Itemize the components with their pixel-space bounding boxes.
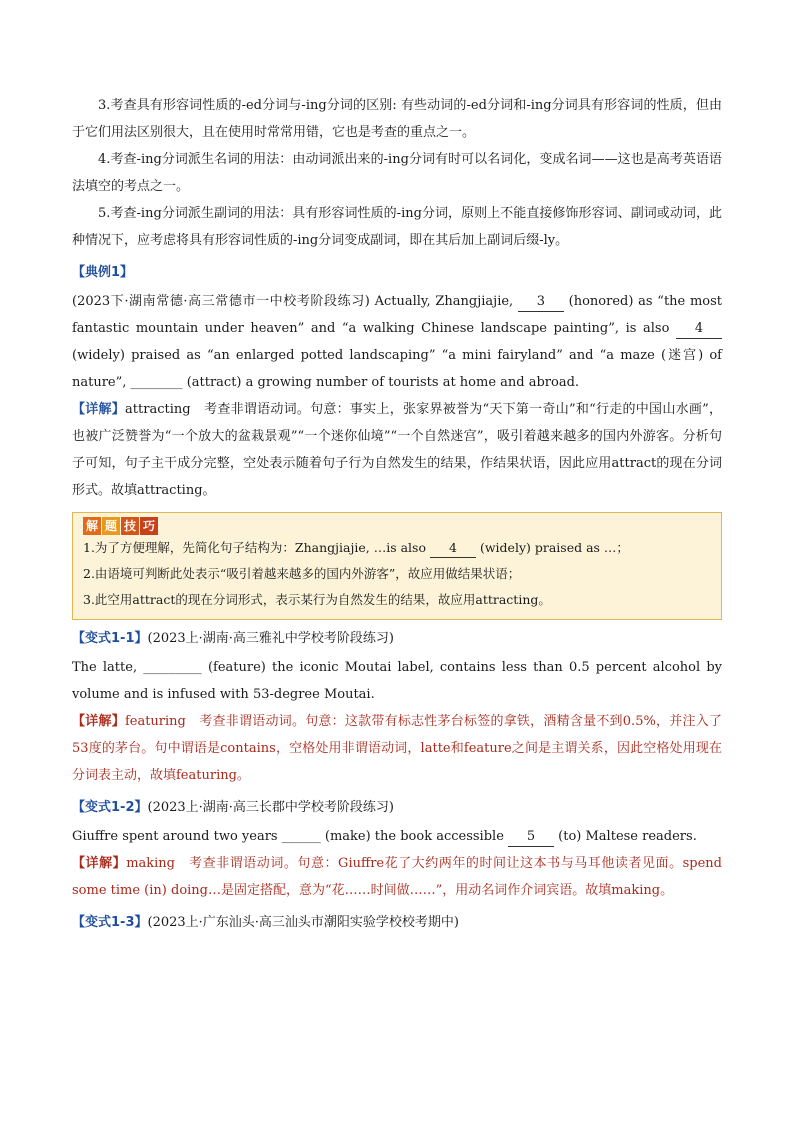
detail-label: 【详解】 bbox=[72, 402, 126, 417]
tip-2: 2.由语境可判断此处表示“吸引着越来越多的国内外游客”，故应用做结果状语； bbox=[83, 566, 521, 581]
variant-1-2-question: Giuffre spent around two years ______ (make) the book accessible 5 (to) Maltese readers. bbox=[72, 823, 722, 850]
blank-5: 5 bbox=[508, 828, 554, 847]
variant-1-2-detail: 【详解】making 考查非谓语动词。句意：Giuffre花了大约两年的时间让这本书与马耳他读者见面。spend some time (in) doing…是固定搭配，意为“花……时间做……”，用动名词作介词宾语。故填making。 bbox=[72, 856, 722, 898]
intro-point-5: 5.考查-ing分词派生副词的用法：具有形容词性质的-ing分词，原则上不能直接修饰形容词、副词或动词，此种情况下，应考虑将具有形容词性质的-ing分词变成副词，即在其后加上副词后缀-ly。 bbox=[72, 206, 722, 248]
variant-1-3-tag: 【变式1-3】(2023上·广东汕头·高三汕头市潮阳实验学校校考期中) bbox=[72, 915, 459, 930]
tip-blank-4: 4 bbox=[430, 539, 476, 558]
variant-1-2-tag: 【变式1-2】(2023上·湖南·高三长郡中学校考阶段练习) bbox=[72, 800, 394, 815]
example-1-detail: 【详解】attracting 考查非谓语动词。句意：事实上，张家界被誉为“天下第一奇山”和“行走的中国山水画”，也被广泛赞誉为“一个放大的盆栽景观”“一个迷你仙境”“一个自然迷宫”，吸引着越来越多的国内外游客。分析句子可知，句子主干成分完整，空处表示随着句子行为自然发生的结果，作结果状语，因此应用attract的现在分词形式。故填attracting。 bbox=[72, 402, 722, 498]
document-page bbox=[72, 92, 722, 938]
example-1-tag: 【典例1】 bbox=[72, 265, 134, 280]
variant-1-1-tag: 【变式1-1】(2023上·湖南·高三雅礼中学校考阶段练习) bbox=[72, 631, 394, 646]
intro-point-4: 4.考查-ing分词派生名词的用法：由动词派出来的-ing分词有时可以名词化，变成名词——这也是高考英语语法填空的考点之一。 bbox=[72, 152, 722, 194]
solving-tips-box bbox=[72, 512, 722, 620]
intro-point-3: 3.考查具有形容词性质的-ed分词与-ing分词的区别: 有些动词的-ed分词和-ing分词具有形容词的性质，但由于它们用法区别很大，且在使用时常常用错，它也是考查的重点之一。 bbox=[72, 98, 722, 140]
example-1-question: (2023下·湖南常德·高三常德市一中校考阶段练习) Actually, Zhangjiajie, 3 (honored) as “the most fantastic mountain under heaven” and “a walking Chinese landscape painting”, is also 4 (widely) praised as “an enlarged potted landscaping” “a mini fairyland” and “a maze (迷宫) of nature”, ________ (attract) a growing number of tourists at home and abroad. bbox=[72, 294, 722, 390]
variant-1-1-detail: 【详解】featuring 考查非谓语动词。句意：这款带有标志性茅台标签的拿铁，酒精含量不到0.5%，并注入了53度的茅台。句中谓语是contains，空格处用非谓语动词，latte和feature之间是主谓关系，因此空格处用现在分词表主动，故填featuring。 bbox=[72, 714, 722, 783]
tip-3: 3.此空用attract的现在分词形式，表示某行为自然发生的结果，故应用attracting。 bbox=[83, 592, 551, 607]
answer-blank: ________ bbox=[130, 375, 183, 390]
tip-1: 1.为了方便理解，先简化句子结构为：Zhangjiajie, …is also 4 (widely) praised as …； bbox=[83, 535, 711, 561]
blank-3: 3 bbox=[518, 293, 564, 312]
blank-4: 4 bbox=[676, 320, 722, 339]
variant-1-1-question: The latte, _________ (feature) the iconic Moutai label, contains less than 0.5 percent alcohol by volume and is infused with 53-degree Moutai. bbox=[72, 660, 722, 702]
tips-title: 解 题 技 巧 bbox=[83, 517, 711, 535]
